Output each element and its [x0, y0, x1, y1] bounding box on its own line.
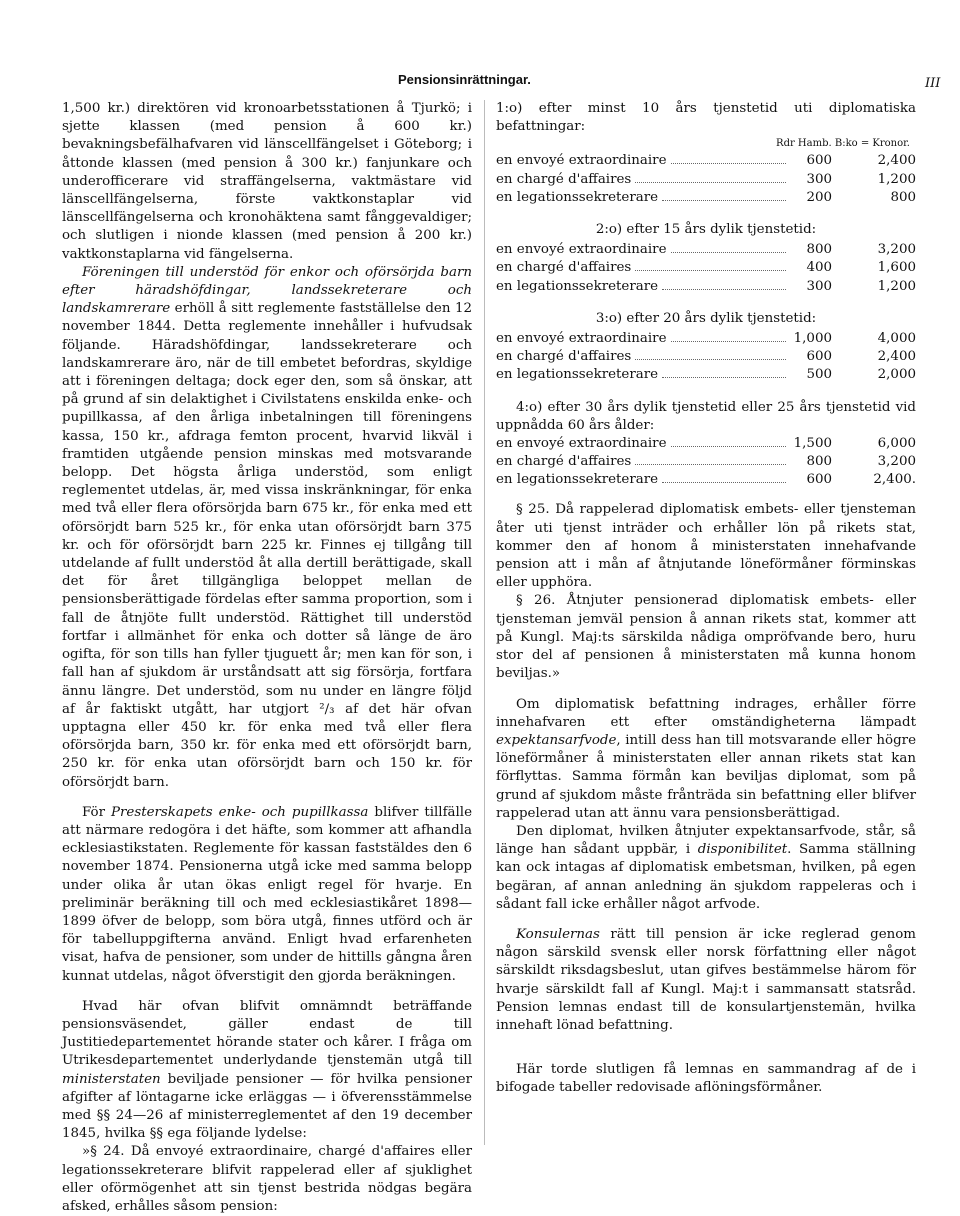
row-value-kronor: 1,600: [877, 260, 916, 276]
row-value-rdr: 1,000: [793, 330, 832, 346]
row-value-kronor: 3,200: [877, 454, 916, 470]
row-value-kronor: 2,400.: [873, 472, 916, 488]
forening-title: Föreningen till understöd för enkor och oförsörjda barn efter häradshöfdingar, landssekreterare och landskamrerare: [62, 264, 472, 317]
disponibilitet-body: . Samma ställning kan ock intagas af diplomatisk embetsman, hvilken, på egen begäran, af annan anledning än sjukdom rappeleras och i sådant fall icke erhåller något arfvode.: [496, 842, 916, 912]
row-value-rdr: 500: [806, 367, 832, 383]
pension-row: [496, 453, 916, 471]
pension-group-1: [496, 152, 916, 207]
leader-dots: [635, 464, 786, 465]
leader-dots: [635, 359, 786, 360]
paragraph-section-25: § 25. Då rappelerad diplomatisk embets- eller tjensteman åter uti tjenst inträder och erhåller lön på rikets stat, kommer den af honom å ministerstaten innehafvande pension att i mån af åtnjutande löneförmåner förminskas eller upphöra.: [496, 502, 916, 591]
group-heading: 3:o) efter 20 års dylik tjenstetid:: [595, 310, 817, 326]
leader-dots: [635, 270, 786, 271]
row-value-rdr: 800: [806, 242, 832, 258]
leader-dots: [662, 200, 786, 201]
disponibilitet-term: disponibilitet: [697, 842, 788, 858]
leader-dots: [662, 482, 786, 483]
row-value-rdr: 400: [806, 260, 832, 276]
row-label: en envoyé extraordinaire: [496, 153, 667, 169]
row-label: en envoyé extraordinaire: [496, 435, 667, 451]
pension-row: [496, 348, 916, 366]
row-label: en legationssekreterare: [496, 472, 659, 488]
row-value-kronor: 1,200: [877, 278, 916, 294]
left-column: [62, 100, 472, 1216]
row-label: en chargé d'affaires: [496, 349, 632, 365]
pension-row: [496, 278, 916, 296]
paragraph-prison-staff: 1,500 kr.) direktören vid kronoarbetsstationen å Tjurkö; i sjette klassen (med pension å 600 kr.) bevakningsbefälhafvaren vid länscellfängelset i Göteborg; i åttonde klassen (med pension å 300 kr.) fanjunkare och underofficerare vid straffängelserna, vaktmästare vid länscellfängelserna, förste vaktkonstaplar vid länscellfängelserna och kronohäktena samt fånggevaldiger; och slutligen i nionde klassen (med pension å 200 kr.) vaktkonstaplarna vid fängelserna.: [62, 101, 472, 262]
pension-row: [496, 330, 916, 348]
leader-dots: [671, 163, 786, 164]
row-label: en envoyé extraordinaire: [496, 330, 667, 346]
paragraph-section-26: § 26. Åtnjuter pensionerad diplomatisk embets- eller tjensteman jemväl pension å annan rikets stat, kommer att på Kungl. Maj:ts särskilda nådiga ompröfvande bero, huru stor del af pensionen å ministerstaten må kunna honom beviljas.»: [496, 593, 916, 682]
currency-header: Rdr Hamb. B:ko = Kronor.: [776, 138, 910, 150]
row-value-rdr: 1,500: [793, 435, 832, 451]
row-label: en chargé d'affaires: [496, 171, 632, 187]
pension-row: [496, 171, 916, 189]
pension-row: [496, 259, 916, 277]
paragraph-expektansarfvode: [496, 696, 916, 823]
row-label: en legationssekreterare: [496, 189, 659, 205]
utrikes-body: beviljade pensioner — för hvilka pensioner afgifter af löntagarne icke erläggas — i öfverensstämmelse med §§ 24—26 af ministerreglementet af den 19 december 1845, hvilka §§ ega följande lydelse:: [62, 1071, 472, 1142]
pension-row: [496, 241, 916, 259]
pension-row: [496, 366, 916, 384]
row-value-kronor: 1,200: [877, 171, 916, 187]
row-value-rdr: 600: [806, 472, 832, 488]
leader-dots: [635, 182, 786, 183]
row-value-rdr: 600: [806, 349, 832, 365]
row-value-kronor: 6,000: [877, 435, 916, 451]
leader-dots: [671, 341, 786, 342]
presterskap-lead: För: [82, 804, 112, 820]
right-column: [496, 100, 916, 1098]
expektans-body: , intill dess han till motsvarande eller högre löneförmåner å ministerstaten eller annan rikets stat kan förflyttas. Samma förmån kan beviljas diplomat, som på grund af sjukdom måste frånträda sin befattning eller blifver rappelerad utan att ännu vara pensionsberättigad.: [496, 732, 916, 821]
leader-dots: [671, 446, 786, 447]
presterskap-title: Presterskapets enke- och pupillkassa: [111, 804, 369, 820]
row-value-kronor: 4,000: [877, 330, 916, 346]
paragraph-closing: Här torde slutligen få lemnas en sammandrag af de i bifogade tabeller redovisade aflöningsförmåner.: [496, 1062, 916, 1096]
row-value-kronor: 3,200: [877, 242, 916, 258]
pension-group-3: [496, 310, 916, 385]
utrikes-lead: Hvad här ofvan blifvit omnämndt beträffande pensionsväsendet, gäller endast de till Justitiedepartementet hörande stater och kårer. I fråga om Utrikesdepartementet underlydande tjenstemän utgå till: [62, 998, 472, 1069]
pension-group-4: [496, 399, 916, 490]
paragraph-disponibilitet: [496, 823, 916, 914]
pension-row: [496, 435, 916, 453]
paragraph-presterskap: [62, 804, 472, 986]
row-value-kronor: 2,400: [877, 349, 916, 365]
leader-dots: [662, 289, 786, 290]
row-value-rdr: 300: [806, 278, 832, 294]
row-value-kronor: 2,400: [877, 153, 916, 169]
row-value-rdr: 200: [806, 189, 832, 205]
group-heading: 2:o) efter 15 års dylik tjenstetid:: [595, 221, 817, 237]
row-value-rdr: 800: [806, 454, 832, 470]
column-divider: [484, 100, 485, 1145]
forening-body: erhöll å sitt reglemente fastställelse den 12 november 1844. Detta reglemente innehåller i hufvudsak följande. Häradshöfdingar, landssekreterare och landskamrerare äro, när de till embetet befordras, skyldige att i föreningen deltaga; dock eger den, som så önskar, att på grund af sin delaktighet i Civilstatens enskilda enke- och pupillkassa, af den årliga inbetalningen till föreningens kassa, 150 kr., afdraga femton procent, hvarvid likväl i framtiden utgående pension minskas med motsvarande belopp. Det högsta årliga understöd, som enligt reglementet utdelas, är, med vissa inskränkningar, för enka med två eller flera oförsörjda barn 675 kr., för enka med ett oförsörjdt barn 525 kr., för enka utan oförsörjdt barn 375 kr. och för oförsörjdt barn 225 kr. Finnes ej tillgång till utdelande af fullt understöd åt alla dertill berättigade, skall det för året tillgängliga beloppet mellan de pensionsberättigade fördelas efter samma proportion, som i fall de åtnjöte fullt understöd. Rättighet till understöd fortfar i allmänhet för enka och dotter så länge de äro ogifta, för son tills han fyller tjuguett år; men kan för son, i fall han af sjukdom är urståndsatt att sig försörja, fortfara ännu längre. Det understöd, som nu under en längre följd af år faktiskt utgått, har utgjort ²/₃ af det här ofvan upptagna eller 450 kr. för enka med två eller flera oförsörjda barn, 350 kr. för enka med ett oförsörjdt barn, 250 kr. för enka utan oförsörjdt barn och 150 kr. för oförsörjdt barn.: [62, 301, 472, 790]
disponibilitet-lead: Den diplomat, hvilken åtnjuter expektansarfvode, står, så länge han sådant uppbär, i: [496, 823, 916, 858]
row-value-kronor: 2,000: [877, 367, 916, 383]
pension-row: [496, 189, 916, 207]
paragraph-utrikes: [62, 998, 472, 1144]
ministerstaten-term: ministerstaten: [62, 1071, 161, 1087]
page-number: III: [925, 76, 941, 91]
paragraph-konsuler: [496, 926, 916, 1035]
row-label: en legationssekreterare: [496, 278, 659, 294]
expektansarfvode-term: expektansarfvode: [496, 732, 617, 748]
leader-dots: [671, 252, 786, 253]
pension-row: [496, 471, 916, 489]
konsuler-body: rätt till pension är icke reglerad genom någon särskild svensk eller norsk författning eller något särskildt riksdagsbeslut, utan gifves bestämmelse härom för hvarje särskildt fall af Kungl. Maj:t i sammansatt statsråd. Pension lemnas endast till de konsulartjenstemän, hvilka innehaft lönad befattning.: [496, 926, 916, 1033]
row-label: en legationssekreterare: [496, 367, 659, 383]
paragraph-section-24: »§ 24. Då envoyé extraordinaire, chargé d'affaires eller legationssekreterare blifvit rappelerad eller af sjuklighet eller oförmögenhet att sin tjenst bestrida nödgas begära afsked, erhålles såsom pension:: [62, 1144, 472, 1214]
row-label: en chargé d'affaires: [496, 260, 632, 276]
row-value-rdr: 300: [806, 171, 832, 187]
leader-dots: [662, 377, 786, 378]
expektans-lead: Om diplomatisk befattning indrages, erhåller förre innehafvaren ett efter omständigheterna lämpadt: [496, 696, 916, 730]
running-header: Pensionsinrättningar.: [398, 72, 531, 87]
pension-row: [496, 152, 916, 170]
row-value-rdr: 600: [806, 153, 832, 169]
group-heading: 4:o) efter 30 års dylik tjenstetid eller 25 års tjenstetid vid uppnådda 60 års ålder:: [496, 399, 916, 433]
konsulernas-term: Konsulernas: [516, 926, 600, 942]
row-value-kronor: 800: [890, 189, 916, 205]
presterskap-body: blifver tillfälle att närmare redogöra i det häfte, som kommer att afhandla ecklesiastikstaten. Reglemente för kassan faststäldes den 6 november 1874. Pensionerna utgå icke med samma belopp under olika år utan ökas enligt regel för hvarje. En preliminär beräkning till och med ecklesiastikåret 1898—1899 öfver de belopp, som böra utgå, finnes utförd och är för tabelluppgifterna använd. Enligt hvad erfarenheten visat, hafva de pensioner, som under de hittills gångna åren kunnat utdelas, något öfverstigit den gjorda beräkningen.: [62, 804, 473, 984]
paragraph-forening: [62, 264, 472, 792]
row-label: en envoyé extraordinaire: [496, 242, 667, 258]
pension-group-2: [496, 221, 916, 296]
pension-intro: 1:o) efter minst 10 års tjenstetid uti diplomatiska befattningar:: [496, 101, 916, 135]
row-label: en chargé d'affaires: [496, 454, 632, 470]
